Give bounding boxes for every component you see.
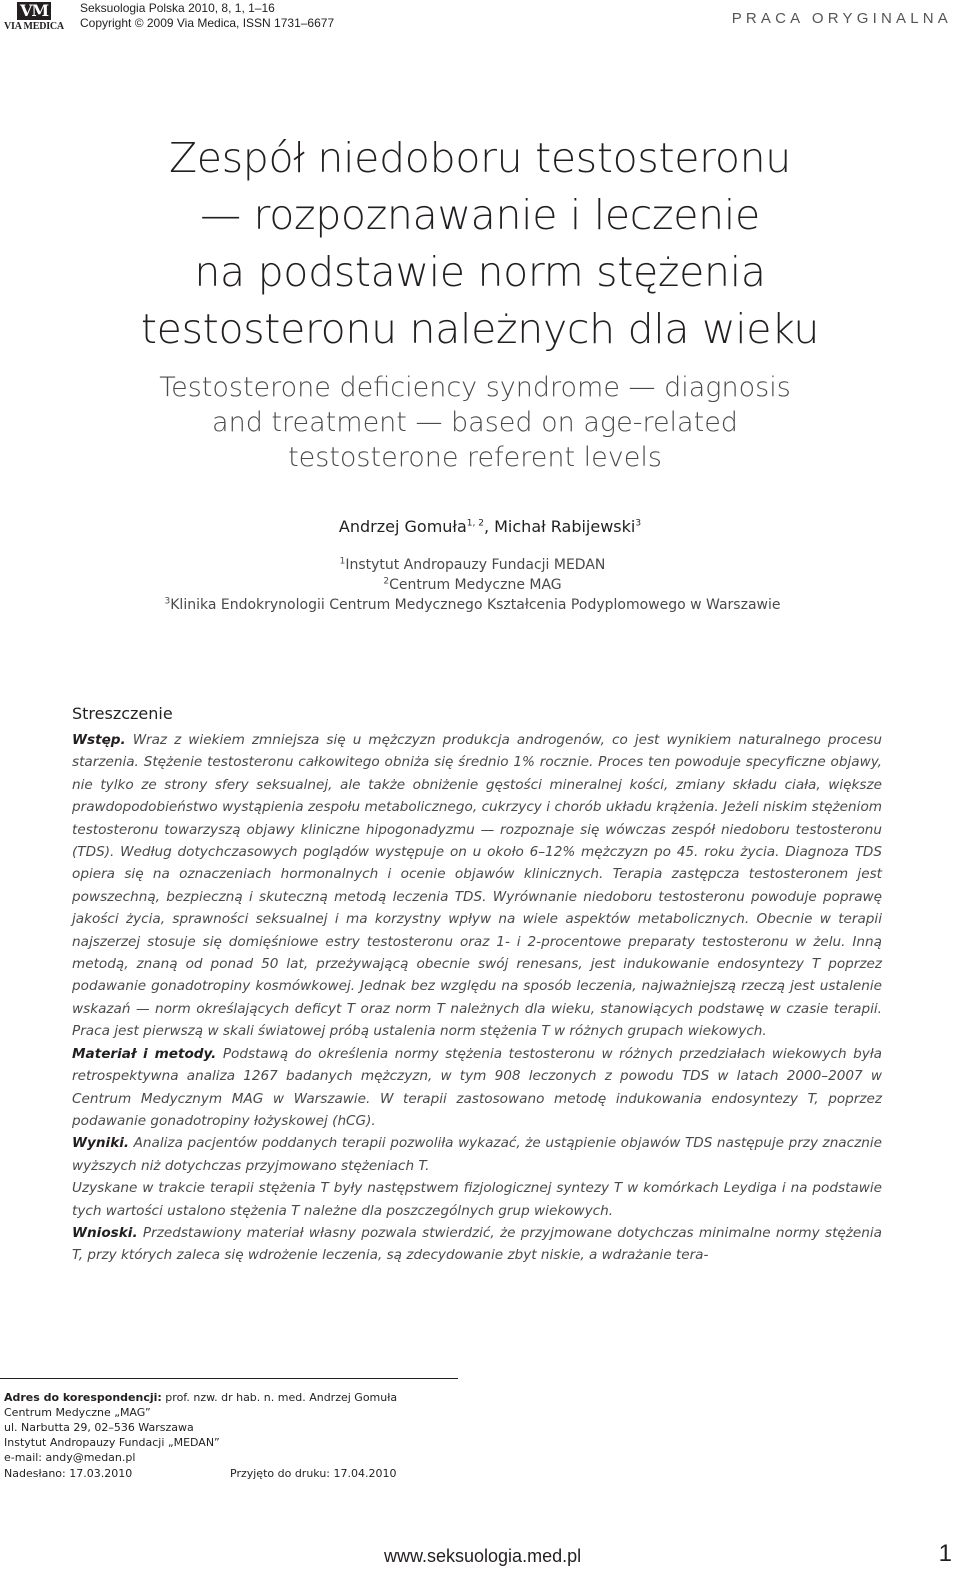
affiliation [0,595,945,615]
correspondence-email: e-mail: andy@medan.pl [4,1451,136,1464]
abstract [72,704,882,1267]
title-pl-line: na podstawie norm stężenia [194,248,766,296]
article-type: PRACA ORYGINALNA [731,10,952,27]
page-number: 1 [938,1540,952,1567]
title-polish [0,130,960,358]
conclusions-label: Wnioski. [72,1224,138,1241]
abstract-heading: Streszczenie [72,704,173,723]
submitted-date: Nadesłano: 17.03.2010 [4,1467,133,1480]
title-pl-line: — rozpoznawanie i leczenie [200,191,760,239]
author-separator: , [483,517,495,536]
results-text-continued: Uzyskane w trakcie terapii stężenia T były następstwem fizjologicznej syntezy T w komórkach Leydiga i na podstawie tych wartości ustalono stężenia T należne dla poszczególnych grup wiekowych. [72,1180,882,1219]
correspondence-address [4,1390,397,1465]
journal-website: www.seksuologia.med.pl [384,1546,582,1566]
results-text: Analiza pacjentów poddanych terapii pozwoliła wykazać, że ustąpienie objawów TDS następuje przy znacznie wyższych niż dotychczas przyjmowano stężeniach T. [72,1135,882,1174]
affiliation [0,575,945,595]
affiliation [0,555,945,575]
author-name: Andrzej Gomuła [338,517,467,536]
correspondence-line: Instytut Andropauzy Fundacji „MEDAN” [4,1436,220,1449]
affiliations [0,555,945,615]
affiliation-sup: 3 [164,596,171,607]
title-pl-line: testosteronu należnych dla wieku [140,305,820,353]
logo-text: VIA MEDICA [4,21,64,32]
title-en-line: testosterone referent levels [288,442,662,473]
author-name: Michał Rabijewski [494,517,636,536]
authors [0,516,960,538]
title-pl-line: Zespół niedoboru testosteronu [169,134,791,182]
journal-info [80,1,334,31]
title-en-line: and treatment — based on age-related [212,407,738,438]
logo-mark: VM [17,2,51,20]
abstract-body [72,729,882,1267]
journal-citation: Seksuologia Polska 2010, 8, 1, 1–16 [80,1,275,15]
intro-label: Wstęp. [72,732,126,748]
affiliation-sup: 2 [383,576,390,587]
affiliation-text: Klinika Endokrynologii Centrum Medycznego Kształcenia Podyplomowego w Warszawie [170,597,781,613]
affiliation-sup: 1 [339,556,346,567]
correspondence-line: ul. Narbutta 29, 02–536 Warszawa [4,1421,194,1434]
author-affiliation-sup: 3 [635,518,642,529]
correspondence-name: prof. nzw. dr hab. n. med. Andrzej Gomuła [161,1391,398,1404]
results-label: Wyniki. [72,1135,130,1152]
title-english [0,370,950,475]
correspondence-line [4,1390,397,1405]
submission-dates [4,1466,397,1481]
methods-text: Podstawą do określenia normy stężenia testosteronu w różnych przedziałach wiekowych była retrospektywna analiza 1267 badanych mężczyzn, w tym 908 leczonych z powodu TDS w latach 2000–2007 w Centrum Medycznym MAG w Warszawie. W terapii zastosowano metodę indukowania endosyntezy T, poprzez podawanie gonadotropiny łożyskowej (hCG). [72,1045,882,1129]
conclusions-text: Przedstawiony materiał własny pozwala stwierdzić, że przyjmowane dotychczas minimalne normy stężenia T, przy których zaleca się wdrożenie leczenia, są zdecydowanie zbyt niskie, a wdrażanie tera- [72,1224,882,1264]
affiliation-text: Instytut Andropauzy Fundacji MEDAN [345,557,606,573]
author-affiliation-sup: 1, 2 [466,518,484,529]
correspondence-label: Adres do korespondencji: [4,1391,162,1404]
methods-label: Materiał i metody. [72,1045,217,1062]
accepted-date: Przyjęto do druku: 17.04.2010 [230,1467,397,1480]
intro-text: Wraz z wiekiem zmniejsza się u mężczyzn produkcja androgenów, co jest wynikiem naturalnego procesu starzenia. Stężenie testosteronu całkowitego obniża się średnio 1% rocznie. Proces ten powoduje specyficzne objawy, nie tylko ze strony sfery seksualnej, ale także obniżenie gęstości mineralnej kości, zmiany składu ciała, większe prawdopodobieństwo wystąpienia zespołu metabolicznego, cukrzycy i chorób układu krążenia. Jeżeli niskim stężeniom testosteronu towarzyszą objawy kliniczne hipogonadyzmu — rozpoznaje się wówczas zespół niedoboru testosteronu (TDS). Według dotychczasowych poglądów występuje on u około 6–12% mężczyzn po 45. roku życia. Diagnoza TDS opiera się na oznaczeniach hormonalnych i ocenie objawów klinicznych. Terapia zastępcza testosteronem jest powszechną, bezpieczną i skuteczną metodą leczenia TDS. Wyrównanie niedoboru testosteronu powoduje poprawę jakości życia, sprawności seksualnej i ma korzystny wpływ na wiele aspektów metabolicznych. Obecnie w terapii najszerzej stosuje się domięśniowe estry testosteronu oraz 1- i 2-procentowe preparaty testosteronu w żelu. Inną metodą, znaną od ponad 50 lat, przeżywającą obecnie swój renesans, jest indukowanie endosyntezy T poprzez podawanie gonadotropiny kosmówkowej. Jednak bez względu na sposób leczenia, najważniejszą rzeczą jest ustalenie wskazań — norm określających deficyt T oraz norm T należnych dla wieku, stanowiących podstawę w czasie terapii. Praca jest pierwszą w skali światowej próbą ustalenia norm stężenia T w różnych grupach wiekowych. [72,732,882,1040]
affiliation-text: Centrum Medyczne MAG [389,577,562,593]
title-en-line: Testosterone deficiency syndrome — diagnosis [159,372,791,403]
via-medica-logo [4,2,66,32]
correspondence-line: Centrum Medyczne „MAG” [4,1406,151,1419]
footnote-divider [0,1378,458,1379]
journal-copyright: Copyright © 2009 Via Medica, ISSN 1731–6677 [80,16,335,30]
